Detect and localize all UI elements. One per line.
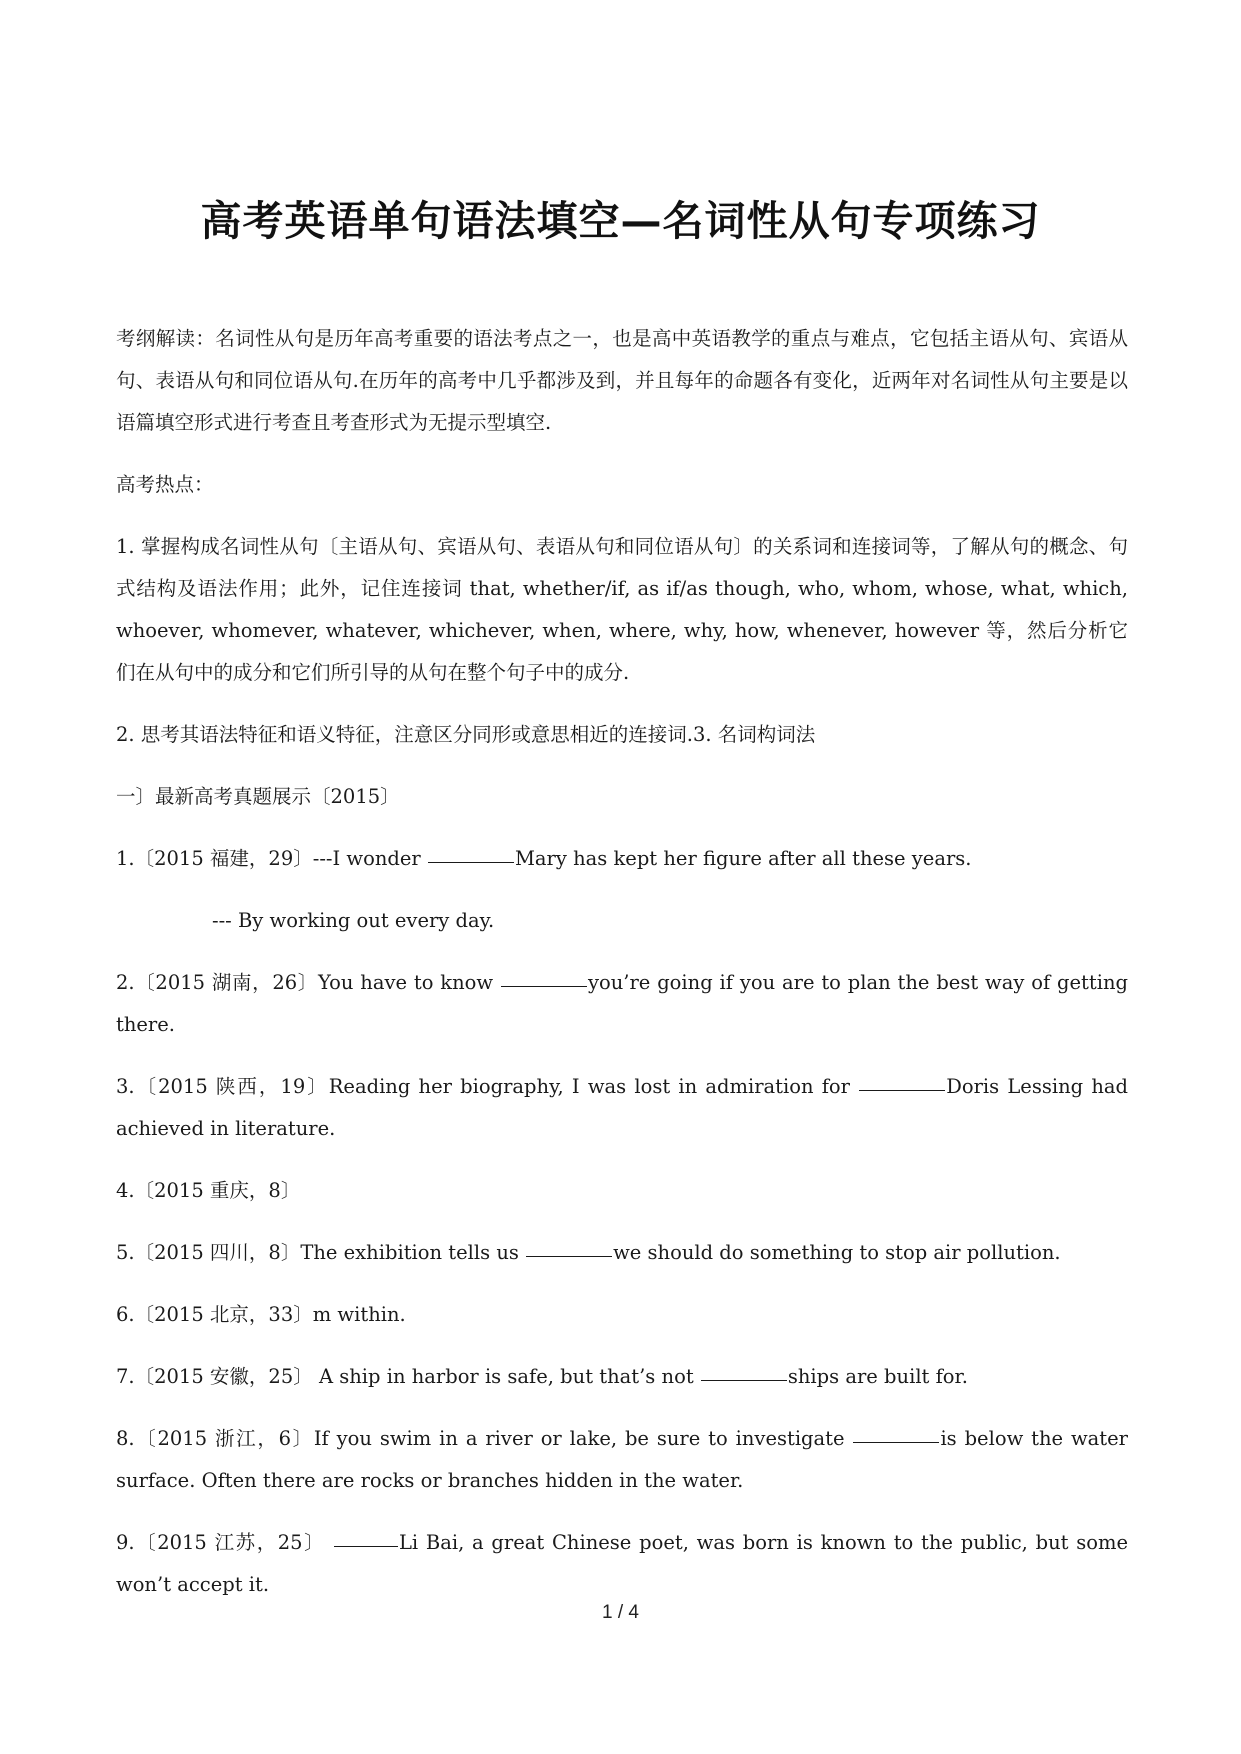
question-text: 9.〔2015 江苏，25〕 (116, 1531, 333, 1554)
question-1-reply: --- By working out every day. (212, 909, 495, 932)
question-1 (116, 838, 1128, 880)
answer-blank (859, 1089, 945, 1091)
question-6: 6.〔2015 北京，33〕m within. (116, 1303, 406, 1326)
answer-blank (334, 1545, 398, 1547)
question-text: Doris Lessing had achieved in literature. (116, 1075, 1128, 1140)
question-3 (116, 1066, 1128, 1150)
question-4: 4.〔2015 重庆，8〕 (116, 1179, 301, 1202)
hotspots-heading: 高考热点： (116, 473, 214, 496)
question-text: Li Bai, a great Chinese poet, was born is known to the public, but some won’t accept it. (116, 1531, 1128, 1596)
syllabus-intro: 考纲解读：名词性从句是历年高考重要的语法考点之一，也是高中英语教学的重点与难点，它包括主语从句、宾语从句、表语从句和同位语从句.在历年的高考中几乎都涉及到，并且每年的命题各有变化，近两年对名词性从句主要是以语篇填空形式进行考查且考查形式为无提示型填空. (116, 327, 1128, 434)
question-2 (116, 962, 1128, 1046)
answer-blank (501, 985, 587, 987)
question-8 (116, 1418, 1128, 1502)
document-body (116, 318, 1128, 1606)
question-7 (116, 1356, 1128, 1398)
question-9 (116, 1522, 1128, 1606)
section-heading: 一〕最新高考真题展示〔2015〕 (116, 785, 400, 808)
question-text: ships are built for. (787, 1365, 968, 1388)
hotspot-item-1: 1. 掌握构成名词性从句〔主语从句、宾语从句、表语从句和同位语从句〕的关系词和连接词等，了解从句的概念、句式结构及语法作用；此外，记住连接词 that, whether/if, as if/as though, who, whom, whose, what, which, whoever, whomever, whatever, whichever, when, where, why, how, whenever, however 等，然后分析它们在从句中的成分和它们所引导的从句在整个句子中的成分. (116, 535, 1128, 684)
question-text: 5.〔2015 四川，8〕The exhibition tells us (116, 1241, 526, 1264)
question-text: you’re going if you are to plan the best way of getting there. (116, 971, 1128, 1036)
question-text: 7.〔2015 安徽，25〕 A ship in harbor is safe, but that’s not (116, 1365, 700, 1388)
question-text: Mary has kept her figure after all these years. (514, 847, 972, 870)
answer-blank (701, 1379, 787, 1381)
document-title: 高考英语单句语法填空—名词性从句专项练习 (200, 197, 1041, 245)
question-text: 1.〔2015 福建，29〕---I wonder (116, 847, 427, 870)
answer-blank (853, 1441, 939, 1443)
question-text: 2.〔2015 湖南，26〕You have to know (116, 971, 500, 994)
question-text: is below the water surface. Often there are rocks or branches hidden in the water. (116, 1427, 1128, 1492)
answer-blank (428, 861, 514, 863)
question-text: 8.〔2015 浙江，6〕If you swim in a river or lake, be sure to investigate (116, 1427, 853, 1450)
page-number: 1 / 4 (602, 1602, 639, 1623)
question-text: we should do something to stop air pollution. (613, 1241, 1061, 1264)
hotspot-item-2: 2. 思考其语法特征和语义特征，注意区分同形或意思相近的连接词.3. 名词构词法 (116, 723, 816, 746)
question-text: 3.〔2015 陕西，19〕Reading her biography, I was lost in admiration for (116, 1075, 859, 1098)
answer-blank (526, 1255, 612, 1257)
question-5 (116, 1232, 1128, 1274)
